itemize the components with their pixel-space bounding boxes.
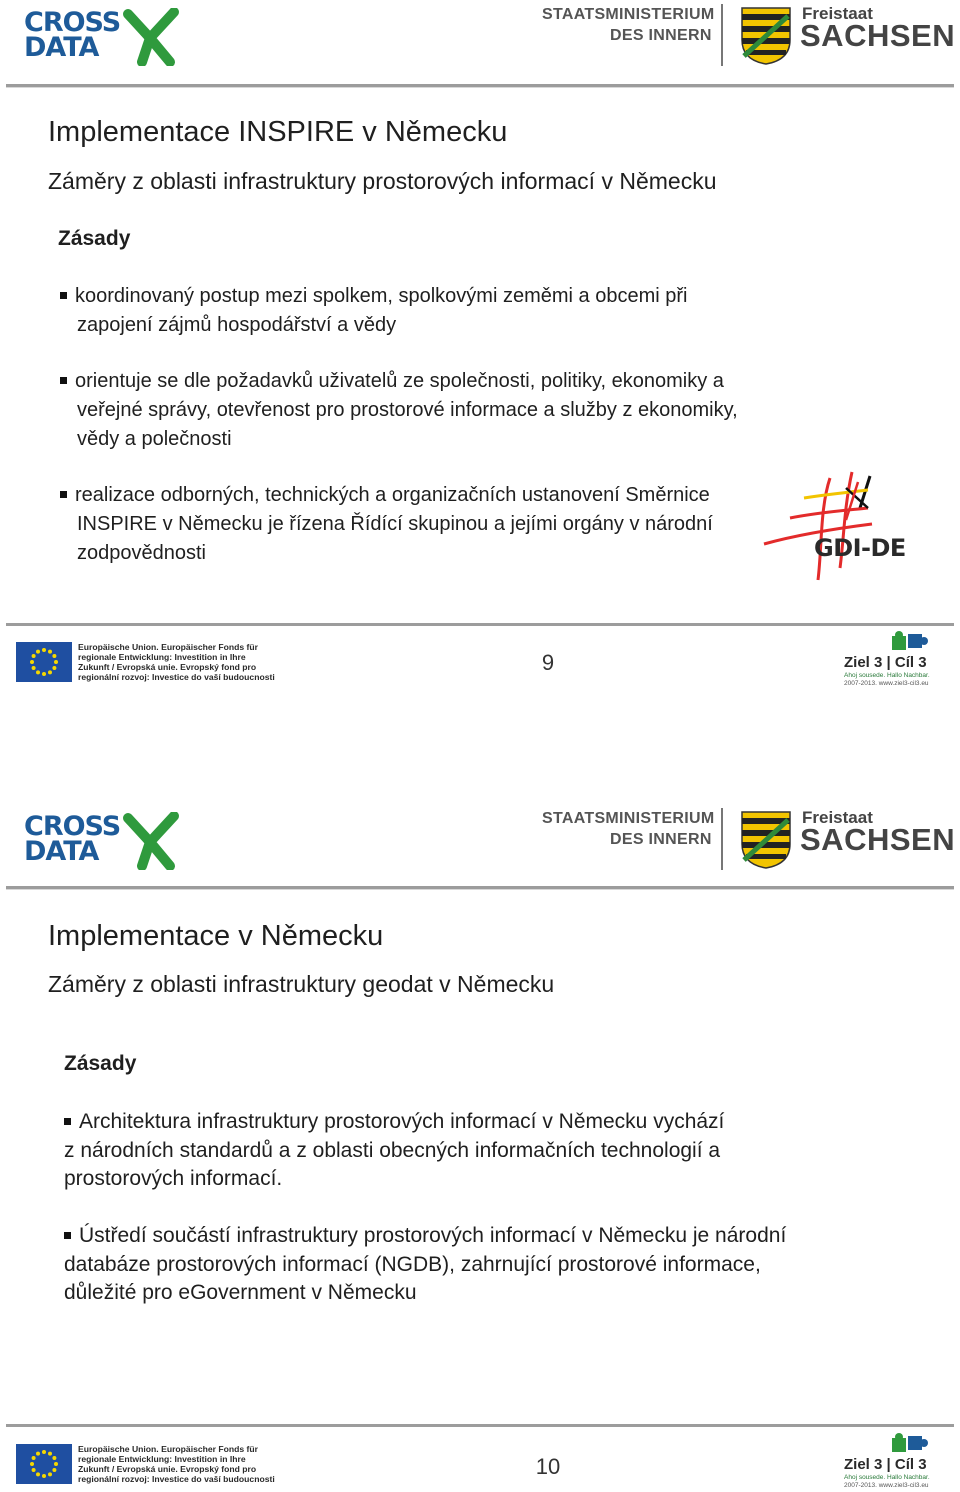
gdi-de-label: GDI-DE [814,534,906,562]
sachsen-label: SACHSEN [800,18,956,53]
bullet-square-icon [60,491,67,498]
bullet-line: důležité pro eGovernment v Německu [64,1281,417,1304]
bullet-line: orientuje se dle požadavků uživatelů ze společnosti, politiky, ekonomiky a [75,370,724,392]
puzzle-icon [890,630,930,654]
gdi-de-logo [760,468,930,588]
eu-text-line: Europäische Union. Europäischer Fonds für [78,1444,259,1454]
slide-9 [0,0,960,700]
bullet-line: prostorových informací. [64,1167,283,1190]
slide-subtitle: Záměry z oblasti infrastruktury prostorových informací v Německu [48,168,717,194]
ziel3-logo [842,630,932,686]
bullet-square-icon [60,377,67,384]
bullet-square-icon [60,292,67,299]
header-rule [6,84,954,87]
slide-title: Implementace v Německu [48,920,384,952]
bullet-line: Architektura infrastruktury prostorových informací v Německu vychází [79,1110,725,1133]
logo-word-cross: CROSS [24,811,121,842]
bullet-square-icon [64,1232,71,1239]
eu-text-line: Zukunft / Evropská unie. Evropský fond pro [78,1464,257,1474]
eu-text-line: Zukunft / Evropská unie. Evropský fond pro [78,662,257,672]
saxony-coat-of-arms-icon [740,6,792,66]
ministry-line-1: STAATSMINISTERIUM [542,6,715,23]
ministry-line-2: DES INNERN [610,831,712,848]
ministry-line-1: STAATSMINISTERIUM [542,810,715,827]
logo-word-data: DATA [24,836,99,867]
ziel3-title: Ziel 3 | Cíl 3 [844,654,927,671]
eu-text-line: regionale Entwicklung: Investition in Ihre [78,652,246,662]
page-number: 9 [541,650,555,675]
bullet-line: vědy a polečnosti [77,428,232,450]
eu-text-line: regionální rozvoj: Investice do vaší budoucnosti [78,1474,275,1484]
bullet-item [60,367,738,454]
ziel3-url: 2007-2013. www.ziel3-cil3.eu [844,680,929,687]
bullet-line: zapojení zájmů hospodářství a vědy [77,314,397,336]
ministry-line-2: DES INNERN [610,27,712,44]
slide-10 [0,804,960,1492]
cross-x-icon [120,8,180,66]
bullet-item [64,1222,786,1308]
bullet-line: zodpovědnosti [77,542,206,564]
bullet-square-icon [64,1118,71,1125]
freistaat-label: Freistaat [802,4,873,23]
eu-text-line: regionale Entwicklung: Investition in Ihre [78,1454,246,1464]
ziel3-title: Ziel 3 | Cíl 3 [844,1456,927,1473]
logo-word-cross: CROSS [24,7,121,38]
ziel3-slogan: Ahoj sousede. Hallo Nachbar. [844,672,930,679]
gdi-grid-icon [760,468,930,588]
bullet-line: Ústředí součástí infrastruktury prostorových informací v Německu je národní [79,1224,787,1247]
sachsen-label: SACHSEN [800,822,956,857]
bullet-line: realizace odborných, technických a organizačních ustanovení Směrnice [75,484,710,506]
ziel3-logo [842,1432,932,1488]
freistaat-label: Freistaat [802,808,873,827]
page-number: 10 [535,1454,561,1479]
section-heading: Zásady [58,227,131,250]
bullet-item [60,481,713,568]
ministry-separator [721,4,723,66]
bullet-item [60,282,687,340]
ministry-logo [540,4,956,68]
bullet-line: veřejné správy, otevřenost pro prostorové informace a služby z ekonomiky, [77,399,738,421]
slide-title: Implementace INSPIRE v Německu [48,116,508,148]
ministry-separator [721,808,723,870]
footer-rule [6,623,954,626]
ziel3-slogan: Ahoj sousede. Hallo Nachbar. [844,1474,930,1481]
puzzle-icon [890,1432,930,1456]
section-heading: Zásady [64,1052,137,1075]
crossdata-logo [24,8,180,66]
eu-text-line: Europäische Union. Europäischer Fonds für [78,642,259,652]
cross-x-icon [120,812,180,870]
bullet-line: databáze prostorových informací (NGDB), zahrnující prostorové informace, [64,1252,761,1276]
bullet-item [64,1108,724,1194]
slide-subtitle: Záměry z oblasti infrastruktury geodat v Německu [48,971,555,997]
ziel3-url: 2007-2013. www.ziel3-cil3.eu [844,1482,929,1489]
crossdata-logo [24,812,180,870]
footer-rule [6,1424,954,1427]
ministry-logo [540,808,956,872]
logo-word-data: DATA [24,32,99,63]
bullet-line: z národních standardů a z oblasti obecných informačních technologií a [64,1138,721,1162]
header-rule [6,886,954,889]
saxony-coat-of-arms-icon [740,810,792,870]
eu-text-line: regionální rozvoj: Investice do vaší budoucnosti [78,672,275,682]
bullet-line: koordinovaný postup mezi spolkem, spolkovými zeměmi a obcemi při [75,285,688,307]
bullet-line: INSPIRE v Německu je řízena Řídící skupinou a jejími orgány v národní [77,513,713,535]
